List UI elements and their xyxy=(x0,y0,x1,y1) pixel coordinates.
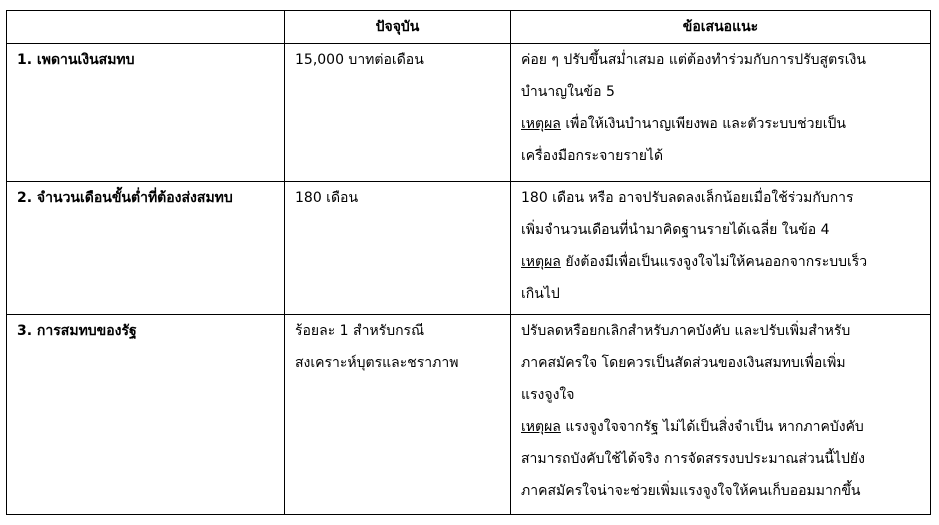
header-current: ปัจจุบัน xyxy=(285,11,511,44)
reason-line: เครื่องมือกระจายรายได้ xyxy=(521,148,664,164)
social-security-comparison-table xyxy=(6,10,931,515)
reason-line xyxy=(521,246,920,278)
suggestion-line: ปรับลดหรือยกเลิกสำหรับภาคบังคับ และปรับเพิ่มสำหรับ xyxy=(521,323,851,339)
header-suggestion: ข้อเสนอแนะ xyxy=(511,11,931,44)
row-topic xyxy=(7,182,285,315)
reason-text: เพื่อให้เงินบำนาญเพียงพอ และตัวระบบช่วยเป็น xyxy=(565,116,846,132)
suggestion-line: 180 เดือน หรือ อาจปรับลดลงเล็กน้อยเมื่อใช้ร่วมกับการ xyxy=(521,190,854,206)
topic-text: 2. จำนวนเดือนขั้นต่ำที่ต้องส่งสมทบ xyxy=(17,190,233,206)
reason-text: แรงจูงใจจากรัฐ ไม่ได้เป็นสิ่งจำเป็น หากภาคบังคับ xyxy=(565,419,864,435)
reason-label: เหตุผล xyxy=(521,116,561,132)
suggestion-line: บำนาญในข้อ 5 xyxy=(521,84,615,100)
table-row xyxy=(7,44,931,182)
row-suggestion xyxy=(511,182,931,315)
reason-line: เกินไป xyxy=(521,286,560,302)
suggestion-line: ค่อย ๆ ปรับขึ้นสม่ำเสมอ แต่ต้องทำร่วมกับการปรับสูตรเงิน xyxy=(521,52,866,68)
reason-line xyxy=(521,108,920,140)
row-suggestion xyxy=(511,315,931,515)
reason-label: เหตุผล xyxy=(521,254,561,270)
suggestion-line: ภาคสมัครใจ โดยควรเป็นสัดส่วนของเงินสมทบเพื่อเพิ่ม xyxy=(521,355,846,371)
row-topic xyxy=(7,44,285,182)
current-text: 15,000 บาทต่อเดือน xyxy=(295,52,424,68)
current-text: 180 เดือน xyxy=(295,190,359,206)
header-topic xyxy=(7,11,285,44)
row-current xyxy=(285,315,511,515)
reason-line xyxy=(521,411,920,443)
current-text: ร้อยละ 1 สำหรับกรณี xyxy=(295,323,425,339)
topic-text: 3. การสมทบของรัฐ xyxy=(17,323,137,339)
reason-text: ยังต้องมีเพื่อเป็นแรงจูงใจไม่ให้คนออกจากระบบเร็ว xyxy=(565,254,868,270)
reason-label: เหตุผล xyxy=(521,419,561,435)
row-suggestion xyxy=(511,44,931,182)
table-row xyxy=(7,182,931,315)
row-current xyxy=(285,182,511,315)
current-text: สงเคราะห์บุตรและชราภาพ xyxy=(295,355,459,371)
reason-line: ภาคสมัครใจน่าจะช่วยเพิ่มแรงจูงใจให้คนเก็บออมมากขึ้น xyxy=(521,483,861,499)
row-topic xyxy=(7,315,285,515)
row-current xyxy=(285,44,511,182)
suggestion-line: แรงจูงใจ xyxy=(521,387,575,403)
suggestion-line: เพิ่มจำนวนเดือนที่นำมาคิดฐานรายได้เฉลี่ย ในข้อ 4 xyxy=(521,222,830,238)
reason-line: สามารถบังคับใช้ได้จริง การจัดสรรงบประมาณส่วนนี้ไปยัง xyxy=(521,451,865,467)
header-row xyxy=(7,11,931,44)
topic-text: 1. เพดานเงินสมทบ xyxy=(17,52,135,68)
table-row xyxy=(7,315,931,515)
